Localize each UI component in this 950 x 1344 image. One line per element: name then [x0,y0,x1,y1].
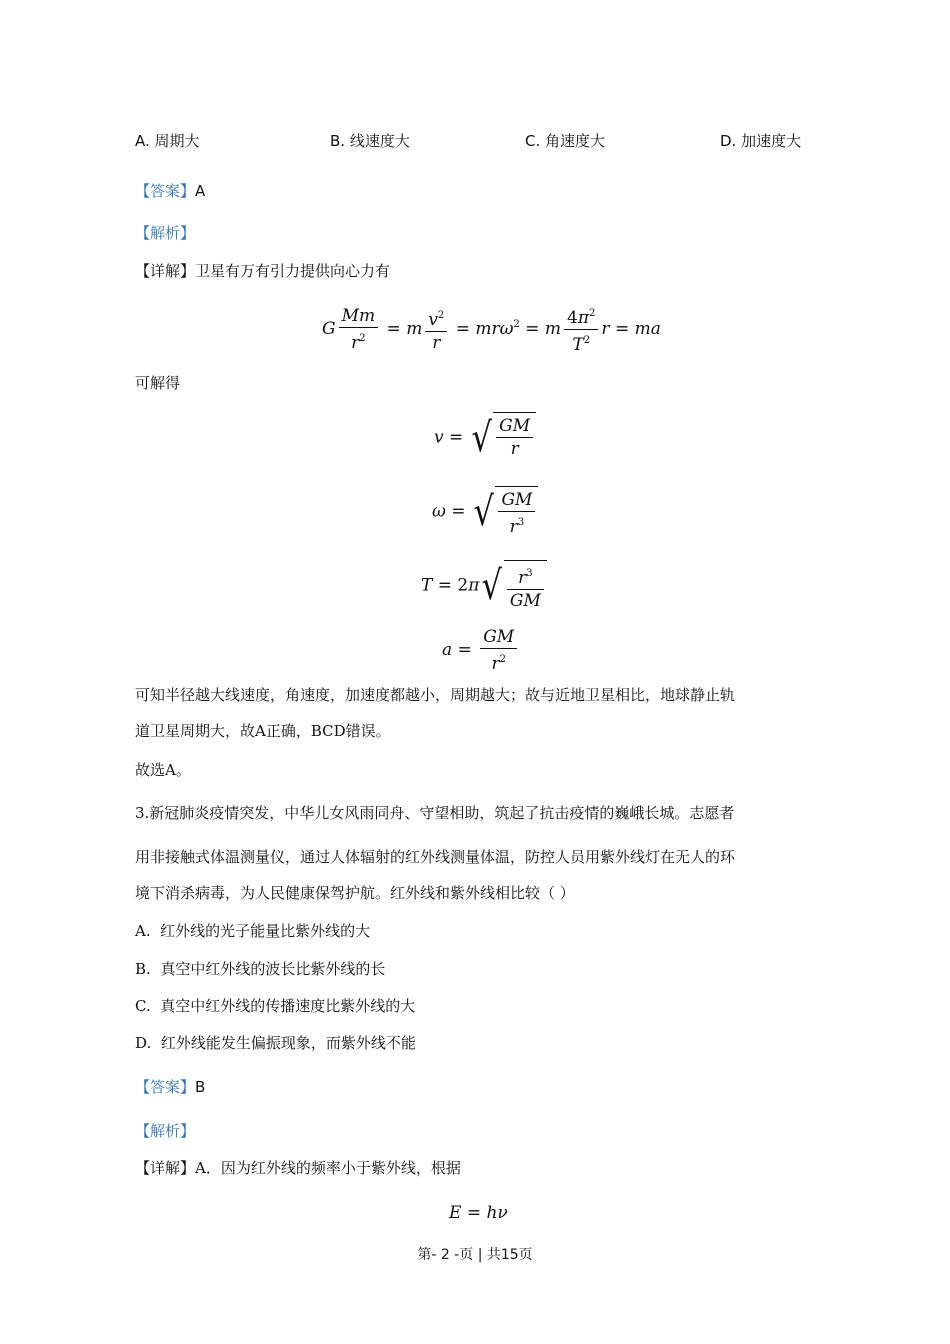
q3-option-d: D. 红外线能发生偏振现象，而紫外线不能 [135,1034,416,1052]
q3-detail: 【详解】A．因为红外线的频率小于紫外线，根据 [135,1159,461,1177]
q3-stem-line1: 3.新冠肺炎疫情突发，中华儿女风雨同舟、守望相助，筑起了抗击疫情的巍峨长城。志愿者 [135,804,735,822]
equation-t: T = 2π √ $\frac{r^3}{GM}$ [421,560,547,612]
equation-photon-energy: E = hν [449,1203,508,1223]
q2-detail: 【详解】卫星有万有引力提供向心力有 [135,262,391,280]
q3-stem-line3: 境下消杀病毒，为人民健康保驾护航。红外线和紫外线相比较（ ） [135,884,575,902]
page-footer: 第- 2 -页 | 共15页 [417,1247,533,1263]
equation-gravity: G $\frac{Mm}{r^2}$ = m $\frac{v^2}{r}$ = mrω$^2$ = m $\frac{4\pi^2}{T^2}$ r = ma [322,303,661,356]
q2-option-d: D. 加速度大 [720,132,802,150]
q2-choice: 故选A。 [135,761,191,779]
q2-option-c: C. 角速度大 [525,132,606,150]
q3-option-a: A. 红外线的光子能量比紫外线的大 [135,922,371,940]
q3-answer: 【答案】B [135,1078,206,1096]
equation-a: a = $\frac{GM}{r^2}$ [442,626,520,675]
q3-option-c: C. 真空中红外线的传播速度比紫外线的大 [135,997,416,1015]
q2-answer: 【答案】A [135,182,206,200]
q2-conclusion-line1: 可知半径越大线速度，角速度，加速度都越小，周期越大；故与近地卫星相比，地球静止轨 [135,686,736,704]
equation-v: v = √ $\frac{GM}{r}$ [434,412,536,464]
q3-stem-line2: 用非接触式体温测量仪，通过人体辐射的红外线测量体温，防控人员用紫外线灯在无人的环 [135,848,736,866]
q3-analysis-tag: 【解析】 [135,1122,196,1140]
q3-option-b: B. 真空中红外线的波长比紫外线的长 [135,960,386,978]
q2-solve-text: 可解得 [135,374,181,392]
q2-analysis-tag: 【解析】 [135,224,196,242]
q2-option-a: A. 周期大 [135,132,200,150]
q2-conclusion-line2: 道卫星周期大，故A正确，BCD错误。 [135,722,391,740]
equation-omega: ω = √ $\frac{GM}{r^3}$ [432,486,538,538]
q2-option-b: B. 线速度大 [330,132,410,150]
